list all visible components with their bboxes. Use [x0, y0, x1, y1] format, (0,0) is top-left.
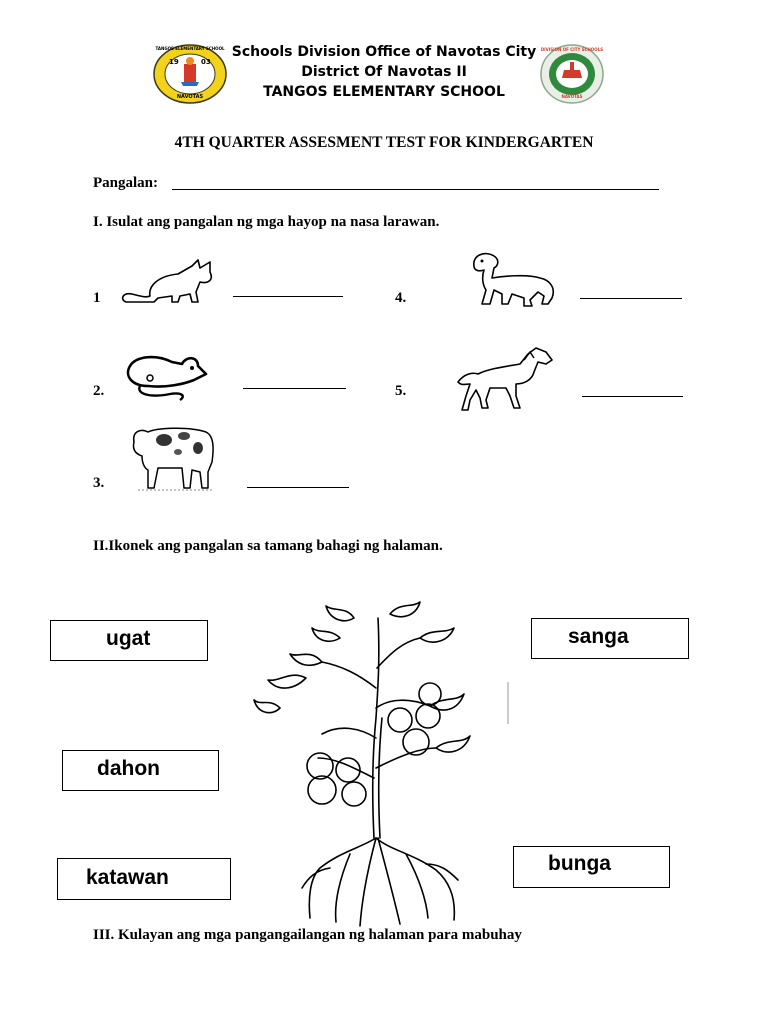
answer-line-5[interactable]: [582, 396, 683, 397]
item-number: 5.: [395, 383, 407, 399]
answer-line-3[interactable]: [247, 487, 349, 488]
item-number: 4.: [395, 290, 407, 306]
item-number: 1: [93, 290, 101, 306]
name-answer-line[interactable]: [172, 189, 659, 190]
office-name: Schools Division Office of Navotas City: [231, 44, 537, 60]
answer-line-1[interactable]: [233, 296, 343, 297]
district-name: District Of Navotas II: [301, 64, 467, 80]
horse-icon: [454, 344, 556, 414]
right-division-seal: [540, 44, 604, 104]
name-label: Pangalan:: [93, 175, 159, 191]
answer-line-4[interactable]: [580, 298, 682, 299]
left-seal-bottom-text: NAVOTAS: [176, 94, 204, 100]
label-box-dahon[interactable]: [62, 750, 219, 791]
label-dahon: dahon: [97, 757, 160, 780]
cow-icon: [128, 422, 218, 494]
answer-line-2[interactable]: [243, 388, 346, 389]
item-number: 3.: [93, 475, 105, 491]
section2-instruction: II.Ikonek ang pangalan sa tamang bahagi ng halaman.: [93, 538, 443, 554]
label-box-sanga[interactable]: [531, 618, 689, 659]
label-sanga: sanga: [568, 625, 629, 648]
left-seal-year-left: 19: [169, 58, 179, 66]
label-ugat: ugat: [106, 627, 151, 650]
right-seal-bottom-text: NAVOTAS: [561, 94, 583, 99]
label-box-bunga[interactable]: [513, 846, 670, 888]
right-seal-top-text: DIVISION OF CITY SCHOOLS: [540, 47, 604, 52]
page-title: 4TH QUARTER ASSESMENT TEST FOR KINDERGARTEN: [174, 134, 594, 151]
label-box-katawan[interactable]: [57, 858, 231, 900]
mouse-icon: [120, 346, 212, 402]
tomato-plant-icon: [250, 598, 512, 930]
school-name: TANGOS ELEMENTARY SCHOOL: [263, 84, 505, 100]
item-number: 2.: [93, 383, 105, 399]
cat-icon: [118, 252, 218, 308]
section3-instruction: III. Kulayan ang mga pangangailangan ng halaman para mabuhay: [93, 927, 522, 943]
label-bunga: bunga: [548, 852, 611, 875]
left-seal-year-right: 03: [201, 58, 211, 66]
left-seal-top-text: TANGOS ELEMENTARY SCHOOL: [155, 46, 225, 51]
label-box-ugat[interactable]: [50, 620, 208, 661]
dog-icon: [468, 248, 560, 310]
section1-instruction: I. Isulat ang pangalan ng mga hayop na nasa larawan.: [93, 214, 440, 230]
label-katawan: katawan: [86, 866, 169, 889]
